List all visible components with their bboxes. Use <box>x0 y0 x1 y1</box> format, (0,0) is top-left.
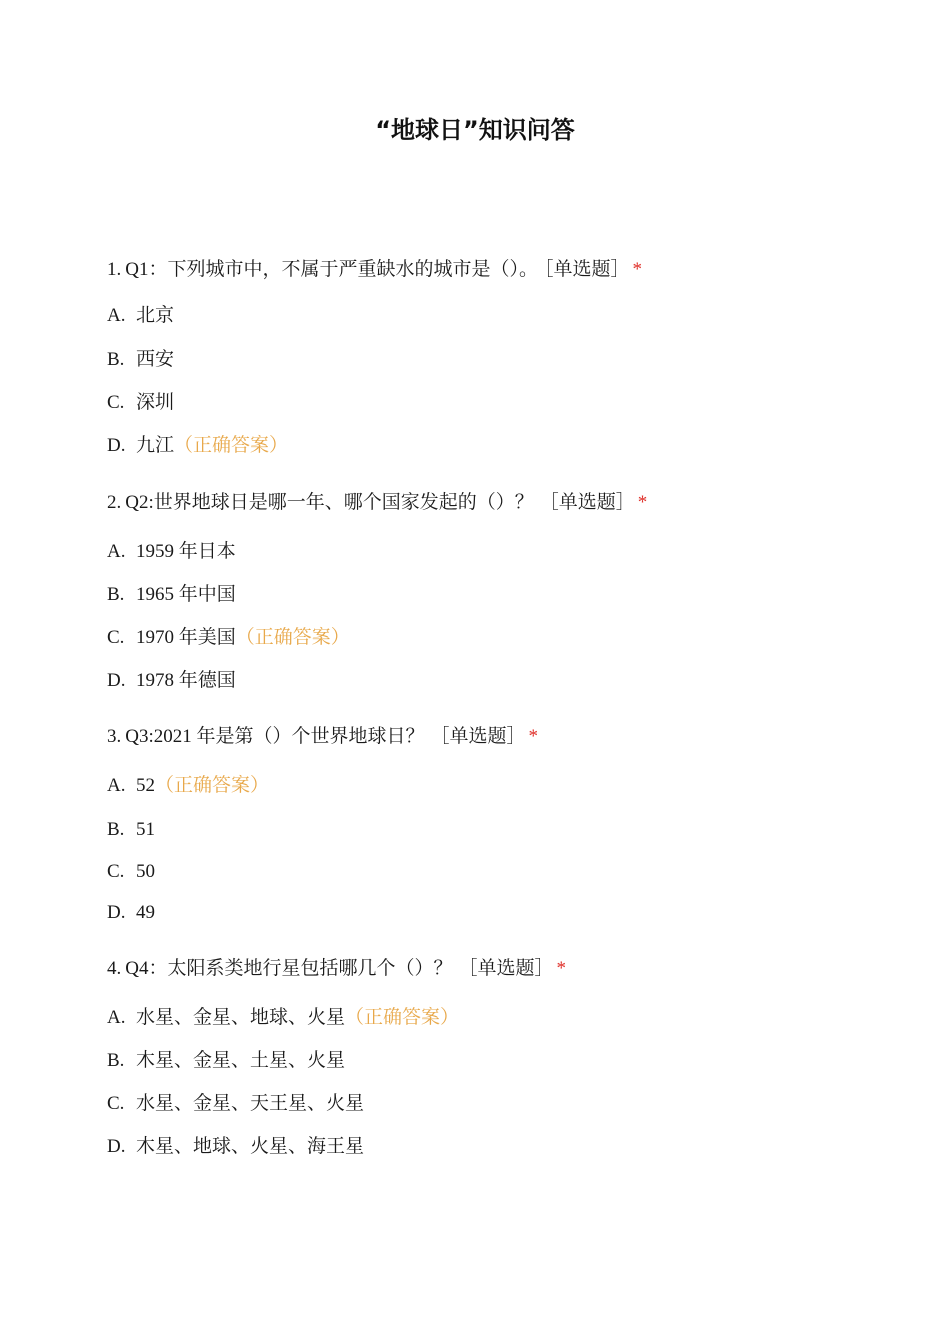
option-text: 深圳 <box>136 392 175 413</box>
question-type: ［单选题］ <box>458 958 554 979</box>
option-text: 49 <box>136 902 155 923</box>
question-stem <box>107 489 887 517</box>
option-text: 1965 年中国 <box>136 584 236 605</box>
question-text: Q1：下列城市中，不属于严重缺水的城市是（）。 <box>125 259 538 280</box>
question-number: 4. <box>107 958 122 979</box>
question-text: Q3:2021 年是第（）个世界地球日？ <box>125 726 425 747</box>
option-d <box>107 667 887 695</box>
option-text: 50 <box>136 861 155 882</box>
question-stem <box>107 723 887 751</box>
option-letter: B. <box>107 819 125 840</box>
required-marker: * <box>637 492 648 513</box>
question-2 <box>107 489 887 695</box>
question-number: 2. <box>107 492 122 513</box>
option-letter: B. <box>107 349 125 370</box>
option-a <box>107 302 887 330</box>
option-letter: A. <box>107 1007 126 1028</box>
option-d <box>107 432 887 460</box>
option-text: 52 <box>136 775 155 796</box>
option-c <box>107 389 887 417</box>
option-text: 1959 年日本 <box>136 541 236 562</box>
option-a <box>107 772 887 800</box>
option-text: 水星、金星、地球、火星 <box>136 1007 346 1028</box>
option-letter: B. <box>107 584 125 605</box>
option-c <box>107 858 887 886</box>
option-text: 木星、地球、火星、海王星 <box>136 1136 365 1157</box>
option-b <box>107 346 887 374</box>
option-text: 西安 <box>136 349 175 370</box>
option-text: 木星、金星、土星、火星 <box>136 1050 346 1071</box>
option-letter: B. <box>107 1050 125 1071</box>
question-text: Q4：太阳系类地行星包括哪几个（）？ <box>125 958 453 979</box>
option-letter: C. <box>107 1093 125 1114</box>
option-letter: D. <box>107 435 126 456</box>
option-letter: C. <box>107 627 125 648</box>
option-letter: D. <box>107 902 126 923</box>
option-b <box>107 1047 887 1075</box>
option-letter: A. <box>107 541 126 562</box>
option-letter: A. <box>107 305 126 326</box>
question-stem <box>107 955 887 983</box>
option-d <box>107 1133 887 1161</box>
option-letter: D. <box>107 1136 126 1157</box>
question-type: ［单选题］ <box>539 492 635 513</box>
option-text: 1978 年德国 <box>136 670 236 691</box>
option-letter: C. <box>107 392 125 413</box>
correct-answer-tag: （正确答案） <box>235 627 350 648</box>
required-marker: * <box>556 958 566 979</box>
option-a <box>107 1004 887 1032</box>
option-text: 北京 <box>136 305 175 326</box>
option-text: 51 <box>136 819 155 840</box>
correct-answer-tag: （正确答案） <box>345 1007 460 1028</box>
option-c <box>107 624 887 652</box>
question-text: Q2:世界地球日是哪一年、哪个国家发起的（）？ <box>125 492 534 513</box>
question-4 <box>107 955 887 1161</box>
required-marker: * <box>528 726 539 747</box>
option-b <box>107 816 887 844</box>
question-3 <box>107 723 887 927</box>
option-b <box>107 581 887 609</box>
page-title: “地球日”知识问答 <box>375 116 575 144</box>
option-text: 水星、金星、天王星、火星 <box>136 1093 365 1114</box>
question-1 <box>107 256 887 460</box>
option-d <box>107 899 887 927</box>
question-number: 3. <box>107 726 122 747</box>
correct-answer-tag: （正确答案） <box>155 775 270 796</box>
question-type: ［单选题］ <box>430 726 526 747</box>
option-letter: A. <box>107 775 126 796</box>
question-type: ［单选题］ <box>543 259 630 280</box>
required-marker: * <box>632 259 642 280</box>
correct-answer-tag: （正确答案） <box>174 435 289 456</box>
question-number: 1. <box>107 259 122 280</box>
option-letter: D. <box>107 670 126 691</box>
option-a <box>107 538 887 566</box>
option-text: 九江 <box>136 435 175 456</box>
option-text: 1970 年美国 <box>136 627 236 648</box>
option-letter: C. <box>107 861 125 882</box>
question-stem <box>107 256 887 284</box>
option-c <box>107 1090 887 1118</box>
